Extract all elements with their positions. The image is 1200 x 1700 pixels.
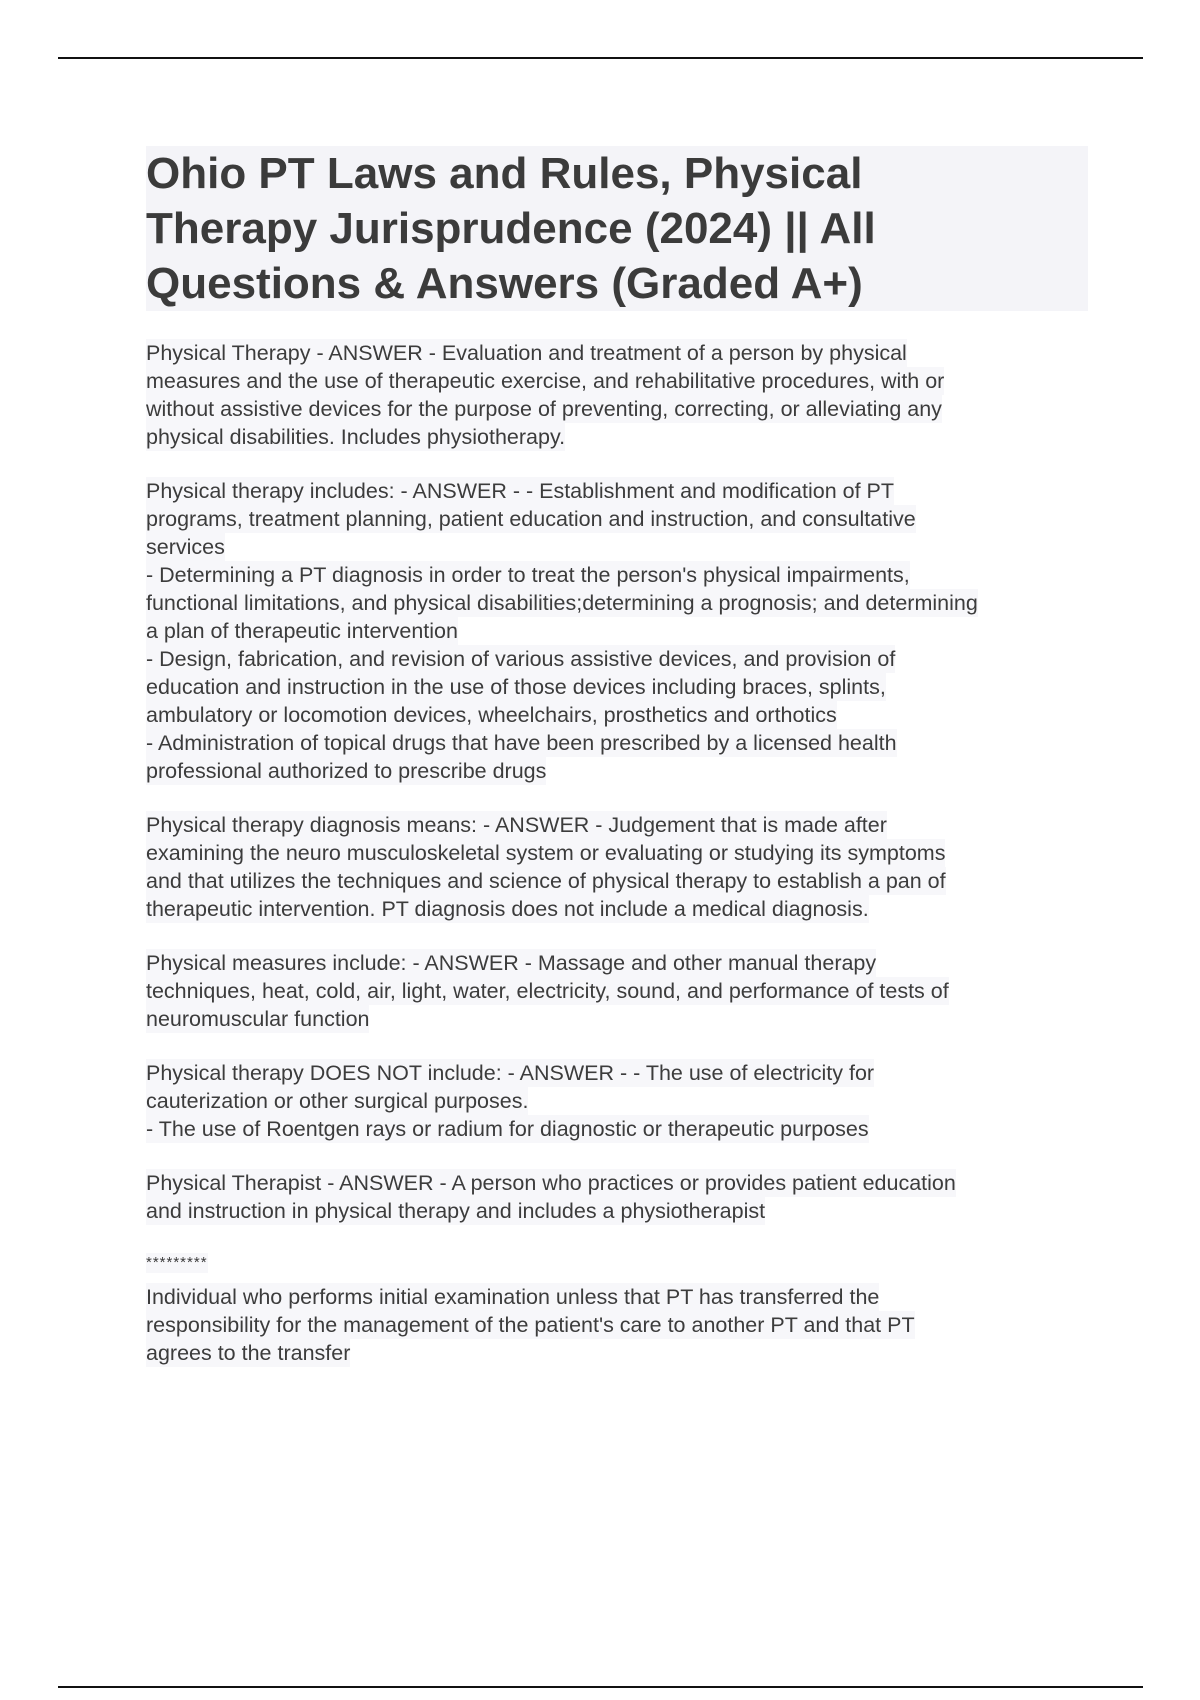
entry-line: cauterization or other surgical purposes.	[146, 1089, 529, 1113]
entry-line: Physical measures include: - ANSWER - Massage and other manual therapy	[146, 951, 877, 975]
entry-line: - Determining a PT diagnosis in order to treat the person's physical impairments,	[146, 563, 910, 587]
entry-line: Physical therapy diagnosis means: - ANSWER - Judgement that is made after	[146, 813, 887, 837]
entry-line: without assistive devices for the purpose of preventing, correcting, or alleviating any	[146, 397, 942, 421]
entry-line: and instruction in physical therapy and includes a physiotherapist	[146, 1199, 766, 1223]
entry-line: services	[146, 535, 225, 559]
entry-line: measures and the use of therapeutic exercise, and rehabilitative procedures, with or	[146, 369, 945, 393]
document-title	[146, 146, 1088, 311]
entry-line: education and instruction in the use of those devices including braces, splints,	[146, 675, 886, 699]
entry-line: Individual who performs initial examination unless that PT has transferred the	[146, 1285, 880, 1309]
qa-entry-physical-therapy	[146, 339, 1088, 451]
entry-line: - The use of Roentgen rays or radium for diagnostic or therapeutic purposes	[146, 1117, 869, 1141]
entry-line: programs, treatment planning, patient education and instruction, and consultative	[146, 507, 916, 531]
entry-line: therapeutic intervention. PT diagnosis does not include a medical diagnosis.	[146, 897, 869, 921]
qa-entry-pt-diagnosis	[146, 811, 1088, 923]
qa-entry-physical-therapy-includes	[146, 477, 1088, 785]
asterisk-separator: *********	[146, 1254, 208, 1271]
title-line: Ohio PT Laws and Rules, Physical	[146, 149, 863, 198]
qa-entry-starred	[146, 1253, 1088, 1367]
top-rule	[58, 57, 1143, 59]
bottom-rule	[58, 1686, 1143, 1688]
entry-line: responsibility for the management of the patient's care to another PT and that PT	[146, 1313, 915, 1337]
title-line: Questions & Answers (Graded A+)	[146, 259, 863, 308]
entry-line: techniques, heat, cold, air, light, water, electricity, sound, and performance of tests of	[146, 979, 949, 1003]
entry-line: a plan of therapeutic intervention	[146, 619, 458, 643]
entry-line: professional authorized to prescribe drugs	[146, 759, 547, 783]
entry-line: physical disabilities. Includes physiotherapy.	[146, 425, 566, 449]
entry-line: - Design, fabrication, and revision of various assistive devices, and provision of	[146, 647, 896, 671]
entry-line: Physical therapy includes: - ANSWER - - Establishment and modification of PT	[146, 479, 895, 503]
entry-line: ambulatory or locomotion devices, wheelchairs, prosthetics and orthotics	[146, 703, 837, 727]
qa-entry-physical-therapist	[146, 1169, 1088, 1225]
document-body	[146, 146, 1088, 1367]
entry-line: Physical therapy DOES NOT include: - ANSWER - - The use of electricity for	[146, 1061, 875, 1085]
entry-line: functional limitations, and physical disabilities;determining a prognosis; and determining	[146, 591, 978, 615]
entry-line: - Administration of topical drugs that have been prescribed by a licensed health	[146, 731, 897, 755]
qa-entry-physical-measures	[146, 949, 1088, 1033]
entry-line: agrees to the transfer	[146, 1341, 351, 1365]
entry-line: and that utilizes the techniques and science of physical therapy to establish a pan of	[146, 869, 946, 893]
title-line: Therapy Jurisprudence (2024) || All	[146, 204, 876, 253]
entry-line: Physical Therapist - ANSWER - A person who practices or provides patient education	[146, 1171, 956, 1195]
entry-line: Physical Therapy - ANSWER - Evaluation and treatment of a person by physical	[146, 341, 907, 365]
entry-line: examining the neuro musculoskeletal system or evaluating or studying its symptoms	[146, 841, 946, 865]
qa-entry-does-not-include	[146, 1059, 1088, 1143]
entry-line: neuromuscular function	[146, 1007, 370, 1031]
